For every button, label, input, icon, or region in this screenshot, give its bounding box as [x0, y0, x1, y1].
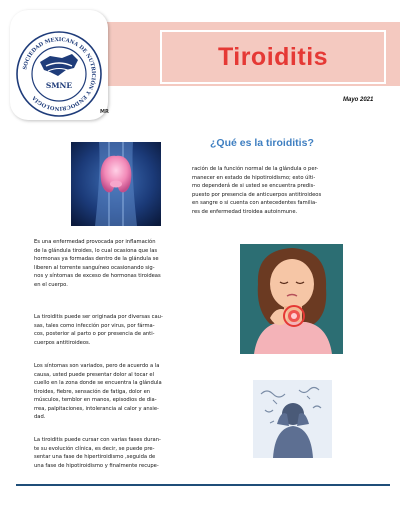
- text-line: rrea, palpitaciones, intolerancia al calor y ansie-: [34, 405, 159, 412]
- footer-divider: [16, 484, 390, 486]
- text-line: de la glándula tiroides, lo cual ocasiona que las: [34, 247, 158, 254]
- text-line: en sangre o si cuenta con antecedentes familia-: [192, 200, 318, 207]
- thyroid-illustration: [71, 142, 161, 226]
- text-line: Es una enfermedad provocada por inflamación: [34, 239, 156, 245]
- text-line: te su evolución clínica, es decir, se puede pre-: [34, 445, 155, 452]
- text-line: res de enfermedad tiroidea autoinmune.: [192, 208, 298, 215]
- issue-date: Mayo 2021: [343, 97, 374, 103]
- text-line: manecer en estado de hipotiroidismo; esto últi-: [192, 174, 316, 181]
- text-line: músculos, temblor en manos, episodios de dia-: [34, 397, 157, 404]
- text-line: dad.: [34, 414, 46, 421]
- text-line: cos, posterior al parto o por presencia de anti-: [34, 331, 155, 338]
- text-line: tiroides, fiebre, sensación de fatiga, dolor en: [34, 388, 151, 395]
- text-line: sentar una fase de hipertiroidismo ,seguida de: [34, 454, 156, 461]
- woman-neck-pain-illustration: [240, 244, 343, 354]
- svg-text:SOCIEDAD MEXICANA DE NUTRICIÓN: SOCIEDAD MEXICANA DE NUTRICIÓN Y ENDOCRINOLOGÍA: [22, 36, 97, 112]
- paragraph-symptoms: [34, 362, 219, 422]
- svg-text:SMNE: SMNE: [45, 81, 73, 90]
- text-line: La tiroiditis puede cursar con varias fases duran-: [34, 437, 161, 443]
- paragraph-continuation: [192, 165, 378, 216]
- logo-seal-icon: [10, 10, 108, 120]
- text-line: ración de la función normal de la glándula o per-: [192, 166, 319, 172]
- text-line: hormonas ya formadas dentro de la glándula se: [34, 256, 159, 263]
- paragraph-definition: [34, 238, 219, 289]
- text-line: Los síntomas son variados, pero de acuerdo a la: [34, 363, 160, 369]
- text-line: una fase de hipotiroidismo y finalmente recupe-: [34, 462, 159, 469]
- paragraph-causes: [34, 313, 219, 347]
- stressed-person-illustration: [253, 380, 332, 458]
- text-line: cuello en la zona donde se encuentra la glándula: [34, 380, 162, 387]
- page-title: Tiroiditis: [217, 42, 329, 71]
- text-line: La tiroiditis puede ser originada por diversas cau-: [34, 314, 163, 320]
- title-box: [160, 30, 386, 84]
- society-logo: [10, 10, 108, 120]
- text-line: en el cuerpo.: [34, 281, 68, 288]
- trademark-label: MR: [100, 109, 109, 115]
- text-line: mo dependerá de si usted se encuentra predis-: [192, 183, 316, 190]
- text-line: causa, usted puede presentar dolor al tocar el: [34, 371, 155, 378]
- text-line: liberen al torrente sanguíneo ocasionando sig-: [34, 264, 155, 271]
- text-line: puesto por presencia de anticuerpos antitiroideos: [192, 191, 322, 198]
- paragraph-phases: [34, 436, 219, 470]
- text-line: nos y síntomas de exceso de hormonas tiroideas: [34, 273, 161, 280]
- section-title: ¿Qué es la tiroiditis?: [210, 137, 314, 149]
- text-line: cuerpos antitiroideos.: [34, 339, 91, 346]
- text-line: sas, tales como infección por virus, por fárma-: [34, 322, 155, 329]
